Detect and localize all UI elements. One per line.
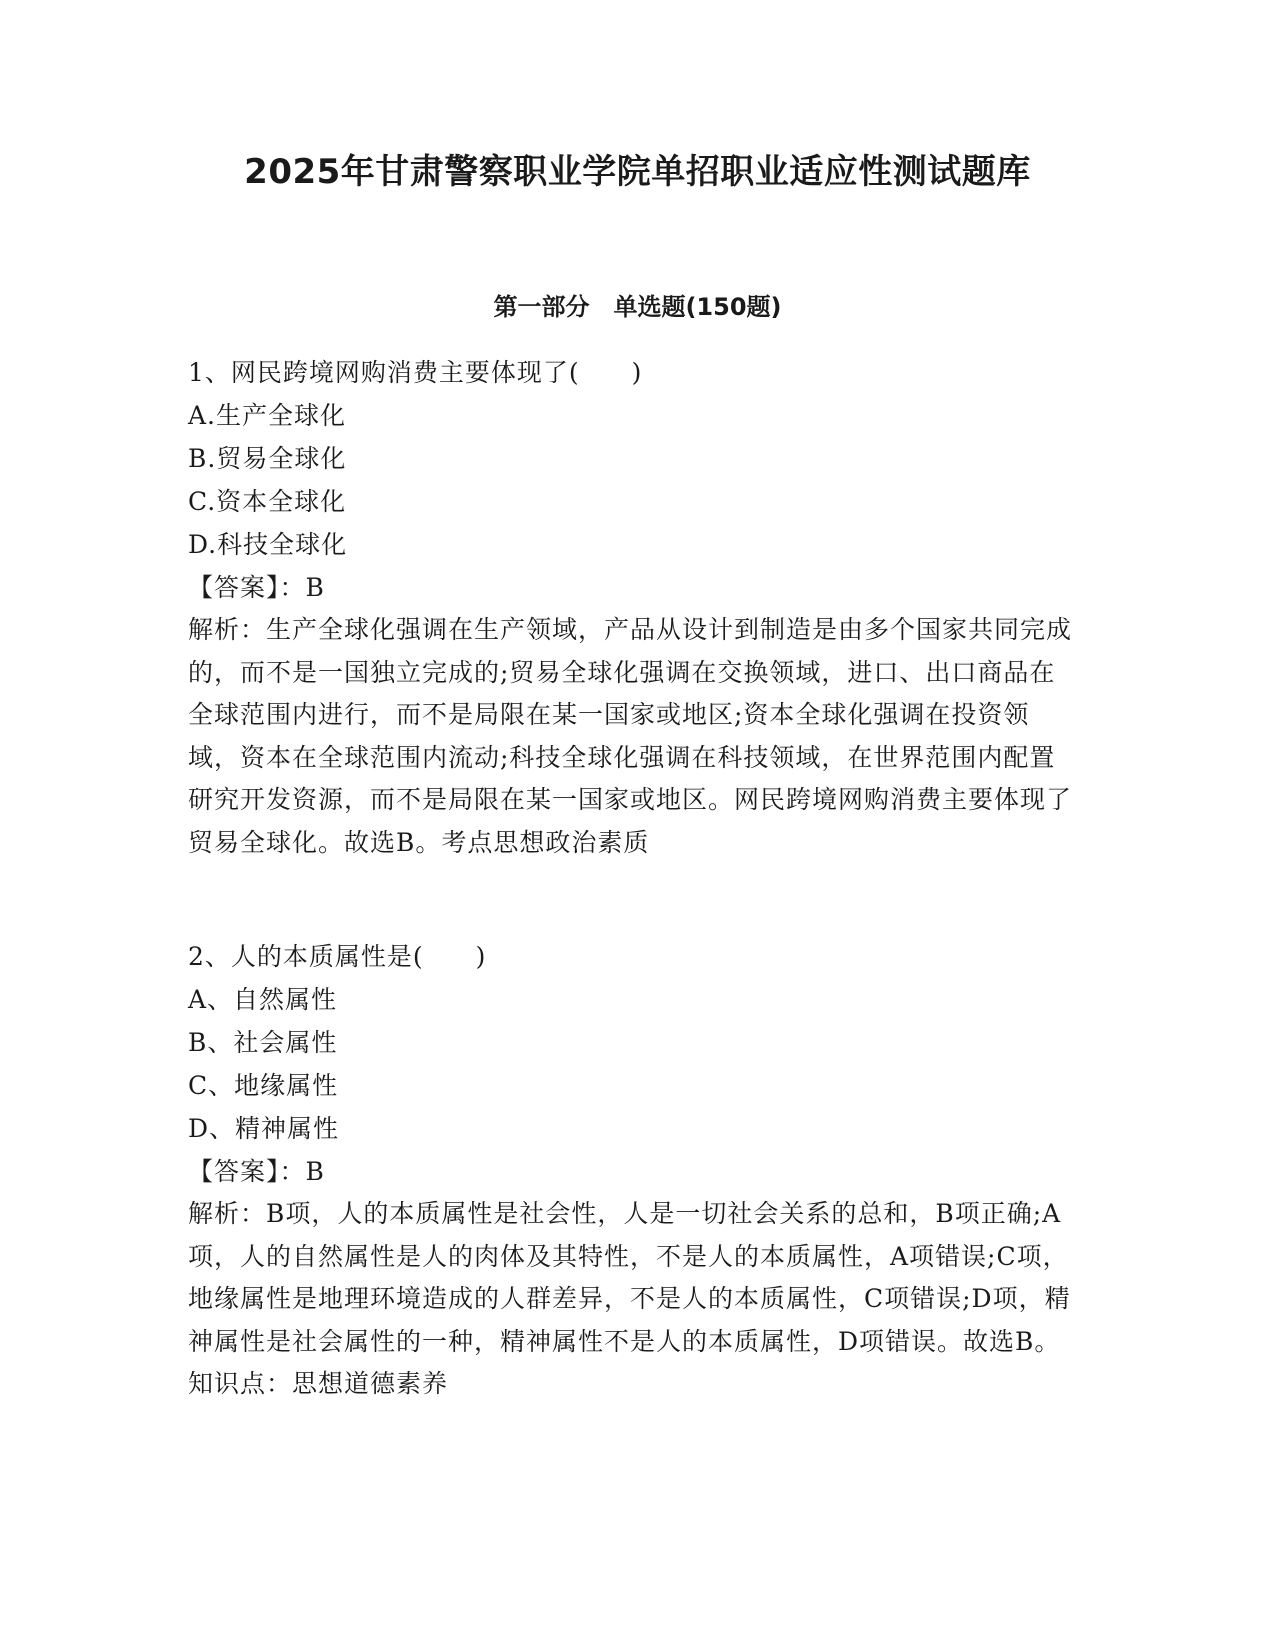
option-d: D.科技全球化 (188, 530, 348, 559)
explanation: 解析：B项，人的本质属性是社会性，人是一切社会关系的总和，B项正确;A项，人的自然属性是人的肉体及其特性，不是人的本质属性，A项错误;C项，地缘属性是地理环境造成的人群差异，不是人的本质属性，C项错误;D项，精神属性是社会属性的一种，精神属性不是人的本质属性，D项错误。故选B。知识点：思想道德素养 (188, 1199, 1071, 1398)
option-a: A、自然属性 (188, 985, 338, 1014)
question-1 (188, 351, 1088, 864)
document-title: 2025年甘肃警察职业学院单招职业适应性测试题库 (244, 152, 1031, 192)
answer: 【答案】：B (188, 573, 325, 602)
option-c: C、地缘属性 (188, 1071, 339, 1100)
question-2 (188, 935, 1088, 1406)
option-d: D、精神属性 (188, 1114, 340, 1143)
option-b: B、社会属性 (188, 1028, 338, 1057)
option-c: C.资本全球化 (188, 487, 347, 516)
question-stem: 1、网民跨境网购消费主要体现了( ) (188, 358, 643, 387)
answer: 【答案】：B (188, 1157, 325, 1186)
option-a: A.生产全球化 (188, 401, 347, 430)
explanation: 解析：生产全球化强调在生产领域，产品从设计到制造是由多个国家共同完成的，而不是一国独立完成的;贸易全球化强调在交换领域，进口、出口商品在全球范围内进行，而不是局限在某一国家或地区;资本全球化强调在投资领域，资本在全球范围内流动;科技全球化强调在科技领域，在世界范围内配置研究开发资源，而不是局限在某一国家或地区。网民跨境网购消费主要体现了贸易全球化。故选B。考点思想政治素质 (188, 615, 1073, 857)
section-title: 第一部分 单选题(150题) (493, 293, 782, 321)
option-b: B.贸易全球化 (188, 444, 347, 473)
question-stem: 2、人的本质属性是( ) (188, 942, 487, 971)
